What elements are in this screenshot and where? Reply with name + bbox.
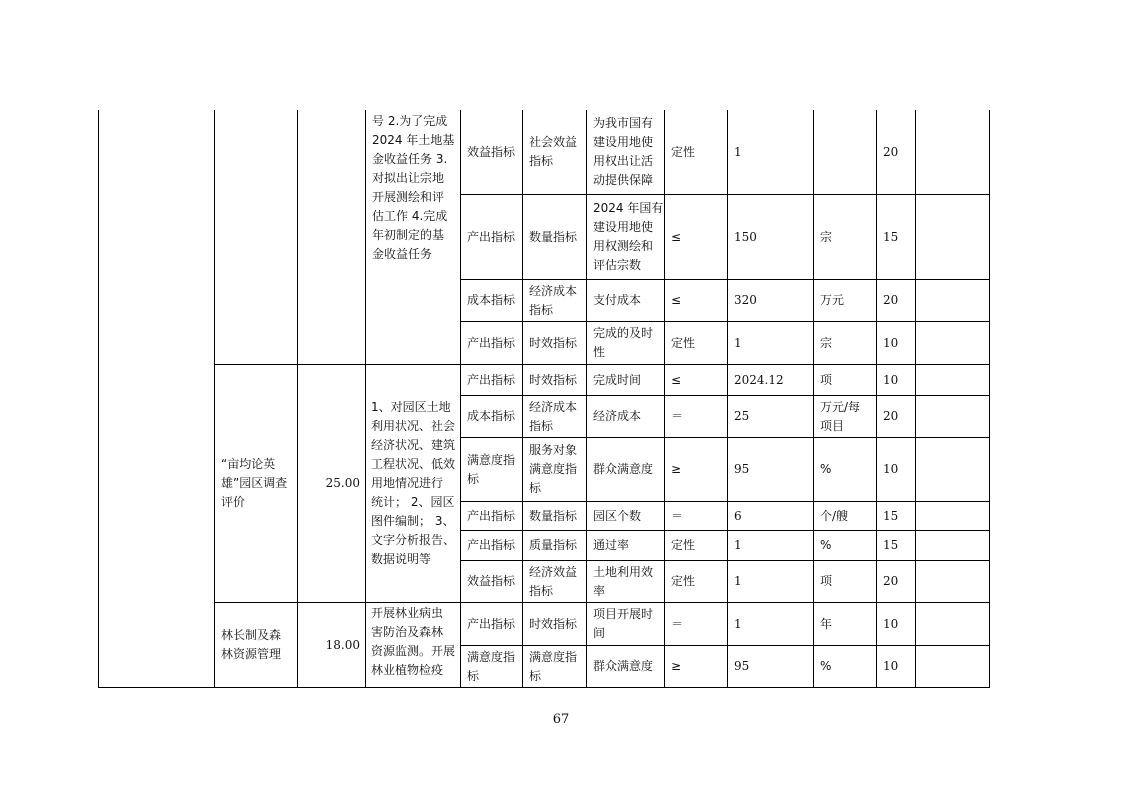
unit-cell: % bbox=[820, 462, 832, 476]
level2-cell: 数量指标 bbox=[529, 508, 578, 523]
score-cell: 20 bbox=[883, 144, 899, 159]
level2-cell: 质量指标 bbox=[529, 538, 578, 552]
score-cell: 20 bbox=[883, 409, 899, 423]
project-content: 开展林业病虫 害防治及森林 资源监测。开展 林业植物检疫 bbox=[371, 606, 456, 677]
level1-cell: 效益指标 bbox=[467, 144, 516, 159]
level1-cell: 效益指标 bbox=[467, 574, 516, 588]
level1-cell: 产出指标 bbox=[467, 538, 516, 552]
unit-cell: 年 bbox=[820, 616, 833, 631]
operator-cell: ＝ bbox=[671, 508, 684, 523]
operator-cell: ≥ bbox=[671, 462, 682, 476]
score-cell: 15 bbox=[883, 229, 899, 244]
operator-cell: ≤ bbox=[671, 229, 682, 244]
level1-cell: 产出指标 bbox=[467, 616, 516, 631]
value-cell: 1 bbox=[734, 538, 742, 552]
level2-cell: 时效指标 bbox=[529, 372, 578, 387]
operator-cell: ＝ bbox=[671, 616, 684, 631]
score-cell: 20 bbox=[883, 574, 899, 588]
unit-cell: 万元/每 项目 bbox=[820, 399, 861, 433]
score-cell: 10 bbox=[883, 616, 899, 631]
project-content: 号 2.为了完成 2024 年土地基 金收益任务 3. 对拟出让宗地 开展测绘和评 估工作 4.完成 年初制定的基 金收益任务 bbox=[372, 114, 455, 261]
table-border-bottom bbox=[98, 687, 990, 688]
level1-cell: 产出指标 bbox=[467, 229, 516, 244]
value-cell: 6 bbox=[734, 508, 742, 523]
indicator-cell: 项目开展时 间 bbox=[593, 607, 654, 640]
unit-cell: 宗 bbox=[820, 335, 833, 350]
operator-cell: ＝ bbox=[671, 409, 684, 423]
unit-cell: % bbox=[820, 659, 832, 673]
unit-cell: 宗 bbox=[820, 229, 833, 244]
level2-cell: 经济成本 指标 bbox=[529, 399, 578, 433]
value-cell: 320 bbox=[734, 293, 757, 307]
level1-cell: 满意度指 标 bbox=[467, 452, 516, 486]
project-name-cell bbox=[215, 365, 297, 602]
score-cell: 10 bbox=[883, 659, 899, 673]
level2-cell: 服务对象 满意度指 标 bbox=[529, 443, 578, 495]
level2-cell: 数量指标 bbox=[529, 229, 578, 244]
project-content-cell bbox=[366, 365, 460, 602]
value-cell: 1 bbox=[734, 616, 742, 631]
project-name-cell bbox=[215, 603, 297, 687]
value-cell: 1 bbox=[734, 574, 742, 588]
score-cell: 10 bbox=[883, 372, 899, 387]
level1-cell: 产出指标 bbox=[467, 372, 516, 387]
operator-cell: 定性 bbox=[671, 574, 696, 588]
unit-cell: 项 bbox=[820, 574, 833, 588]
value-cell: 1 bbox=[734, 335, 742, 350]
indicator-cell: 群众满意度 bbox=[593, 462, 654, 476]
value-cell: 2024.12 bbox=[734, 372, 784, 387]
level2-cell: 满意度指 标 bbox=[529, 649, 578, 683]
project-content-cell bbox=[366, 110, 460, 280]
value-cell: 150 bbox=[734, 229, 757, 244]
level1-cell: 产出指标 bbox=[467, 508, 516, 523]
operator-cell: 定性 bbox=[671, 144, 696, 159]
indicator-cell: 2024 年国有 建设用地使 用权测绘和 评估宗数 bbox=[593, 201, 664, 272]
operator-cell: 定性 bbox=[671, 538, 696, 552]
unit-cell: 个/艘 bbox=[820, 508, 849, 523]
operator-cell: 定性 bbox=[671, 335, 696, 350]
indicator-cell: 经济成本 bbox=[593, 409, 642, 423]
value-cell: 95 bbox=[734, 659, 750, 673]
project-content-cell bbox=[366, 603, 460, 687]
score-cell: 10 bbox=[883, 335, 899, 350]
indicator-cell: 完成的及时 性 bbox=[593, 326, 654, 359]
unit-cell: % bbox=[820, 538, 832, 552]
project-amount-cell bbox=[298, 365, 365, 602]
indicator-cell: 通过率 bbox=[593, 538, 630, 552]
level2-cell: 时效指标 bbox=[529, 616, 578, 631]
page-number: 67 bbox=[552, 712, 570, 727]
score-cell: 20 bbox=[883, 293, 899, 307]
project-amount: 25.00 bbox=[325, 476, 360, 490]
project-amount: 18.00 bbox=[325, 637, 360, 652]
indicator-cell: 园区个数 bbox=[593, 508, 642, 523]
score-cell: 15 bbox=[883, 538, 899, 552]
indicator-cell: 为我市国有 建设用地使 用权出让活 动提供保障 bbox=[593, 116, 654, 187]
level1-cell: 成本指标 bbox=[467, 293, 516, 307]
operator-cell: ≤ bbox=[671, 293, 682, 307]
project-content: 1、对园区土地 利用状况、社会 经济状况、建筑 工程状况、低效 用地情况进行 统计； 2、园区 图件编制； 3、 文字分析报告、 数据说明等 bbox=[371, 400, 456, 566]
operator-cell: ≤ bbox=[671, 372, 682, 387]
value-cell: 25 bbox=[734, 409, 750, 423]
indicator-cell: 完成时间 bbox=[593, 372, 642, 387]
project-name: “亩均论英 雄”园区调查 评价 bbox=[221, 457, 288, 509]
unit-cell: 万元 bbox=[820, 293, 845, 307]
unit-cell bbox=[814, 110, 876, 194]
level1-cell: 成本指标 bbox=[467, 409, 516, 423]
value-cell: 1 bbox=[734, 144, 742, 159]
project-amount-cell bbox=[298, 603, 365, 687]
level2-cell: 经济成本 指标 bbox=[529, 283, 578, 317]
score-cell: 15 bbox=[883, 508, 899, 523]
operator-cell: ≥ bbox=[671, 659, 682, 673]
level2-cell: 社会效益 指标 bbox=[529, 135, 578, 168]
unit-cell: 项 bbox=[820, 372, 833, 387]
level2-cell: 经济效益 指标 bbox=[529, 564, 578, 598]
level2-cell: 时效指标 bbox=[529, 335, 578, 350]
score-cell: 10 bbox=[883, 462, 899, 476]
indicator-cell: 群众满意度 bbox=[593, 659, 654, 673]
level1-cell: 满意度指 标 bbox=[467, 649, 516, 683]
project-name: 林长制及森 林资源管理 bbox=[221, 628, 282, 661]
value-cell: 95 bbox=[734, 462, 750, 476]
table-border-left bbox=[98, 110, 99, 688]
indicator-cell: 土地利用效 率 bbox=[593, 564, 654, 598]
indicator-cell: 支付成本 bbox=[593, 293, 642, 307]
level1-cell: 产出指标 bbox=[467, 335, 516, 350]
